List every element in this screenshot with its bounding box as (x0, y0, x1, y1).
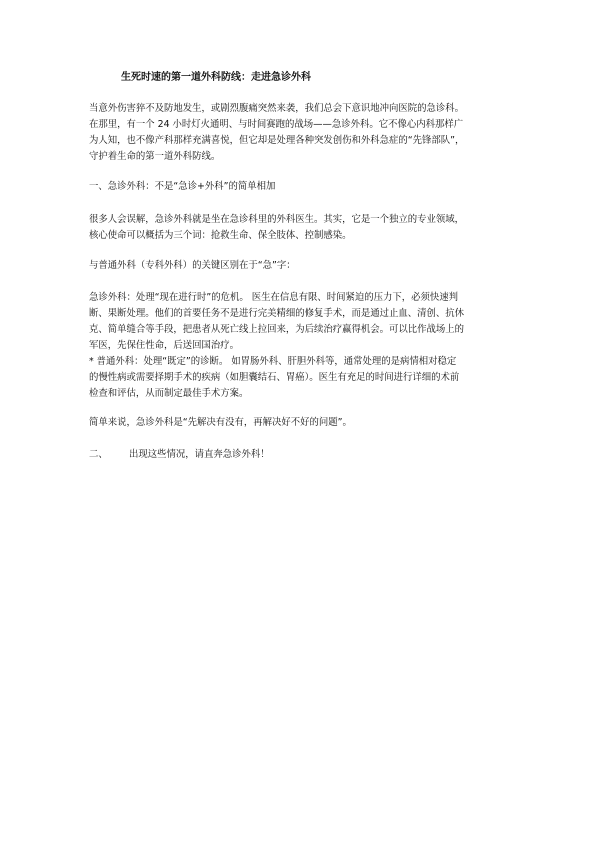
comparison-line: 检查和评估，从而制定最佳手术方案。 (89, 388, 249, 399)
section-1-line: 核心使命可以概括为三个词：抢救生命、保全肢体、控制感染。 (89, 230, 352, 241)
intro-line: 在那里，有一个 24 小时灯火通明、与时间赛跑的战场——急诊外科。它不像心内科那样广 (89, 119, 464, 130)
intro-line: 当意外伤害猝不及防地发生，或剧烈腹痛突然来袭，我们总会下意识地冲向医院的急诊科。 (89, 103, 465, 114)
comparison-line: 断、果断处理。他们的首要任务不是进行完美精细的修复手术，而是通过止血、清创、抗休 (89, 308, 465, 319)
document-title: 生死时速的第一道外科防线：走进急诊外科 (121, 72, 311, 83)
comparison-line: 军医，先保住性命，后送回国治疗。 (89, 340, 240, 351)
intro-line: 守护着生命的第一道外科防线。 (89, 151, 221, 162)
section-1-paragraph (89, 212, 509, 244)
comparison-intro: 与普通外科（专科外科）的关键区别在于“急”字： (89, 260, 296, 271)
intro-line: 为人知，也不像产科那样充满喜悦，但它却是处理各种突发创伤和外科急症的“先锋部队”， (89, 135, 465, 146)
intro-paragraph (89, 101, 509, 165)
comparison-line: 急诊外科：处理“现在进行时”的危机。 医生在信息有限、时间紧迫的压力下，必须快速判 (89, 292, 458, 303)
comparison-paragraph (89, 290, 509, 402)
section-2-text: 出现这些情况，请直奔急诊外科！ (129, 449, 270, 460)
comparison-line: * 普通外科：处理“既定”的诊断。 如胃肠外科、肝胆外科等，通常处理的是病情相对稳定 (89, 356, 457, 367)
section-2-heading (89, 447, 509, 463)
comparison-line: 的慢性病或需要择期手术的疾病（如胆囊结石、胃癌）。医生有充足的时间进行详细的术前 (89, 372, 460, 383)
comparison-line: 克、简单缝合等手段，把患者从死亡线上拉回来，为后续治疗赢得机会。可以比作战场上的 (89, 324, 465, 335)
section-1-heading: 一、急诊外科：不是“急诊+外科”的简单相加 (89, 181, 276, 192)
section-2-number: 二、 (89, 449, 108, 460)
section-1-line: 很多人会误解，急诊外科就是坐在急诊科里的外科医生。其实，它是一个独立的专业领域， (89, 214, 465, 225)
summary-paragraph: 简单来说，急诊外科是“先解决有没有，再解决好不好的问题”。 (89, 417, 352, 428)
